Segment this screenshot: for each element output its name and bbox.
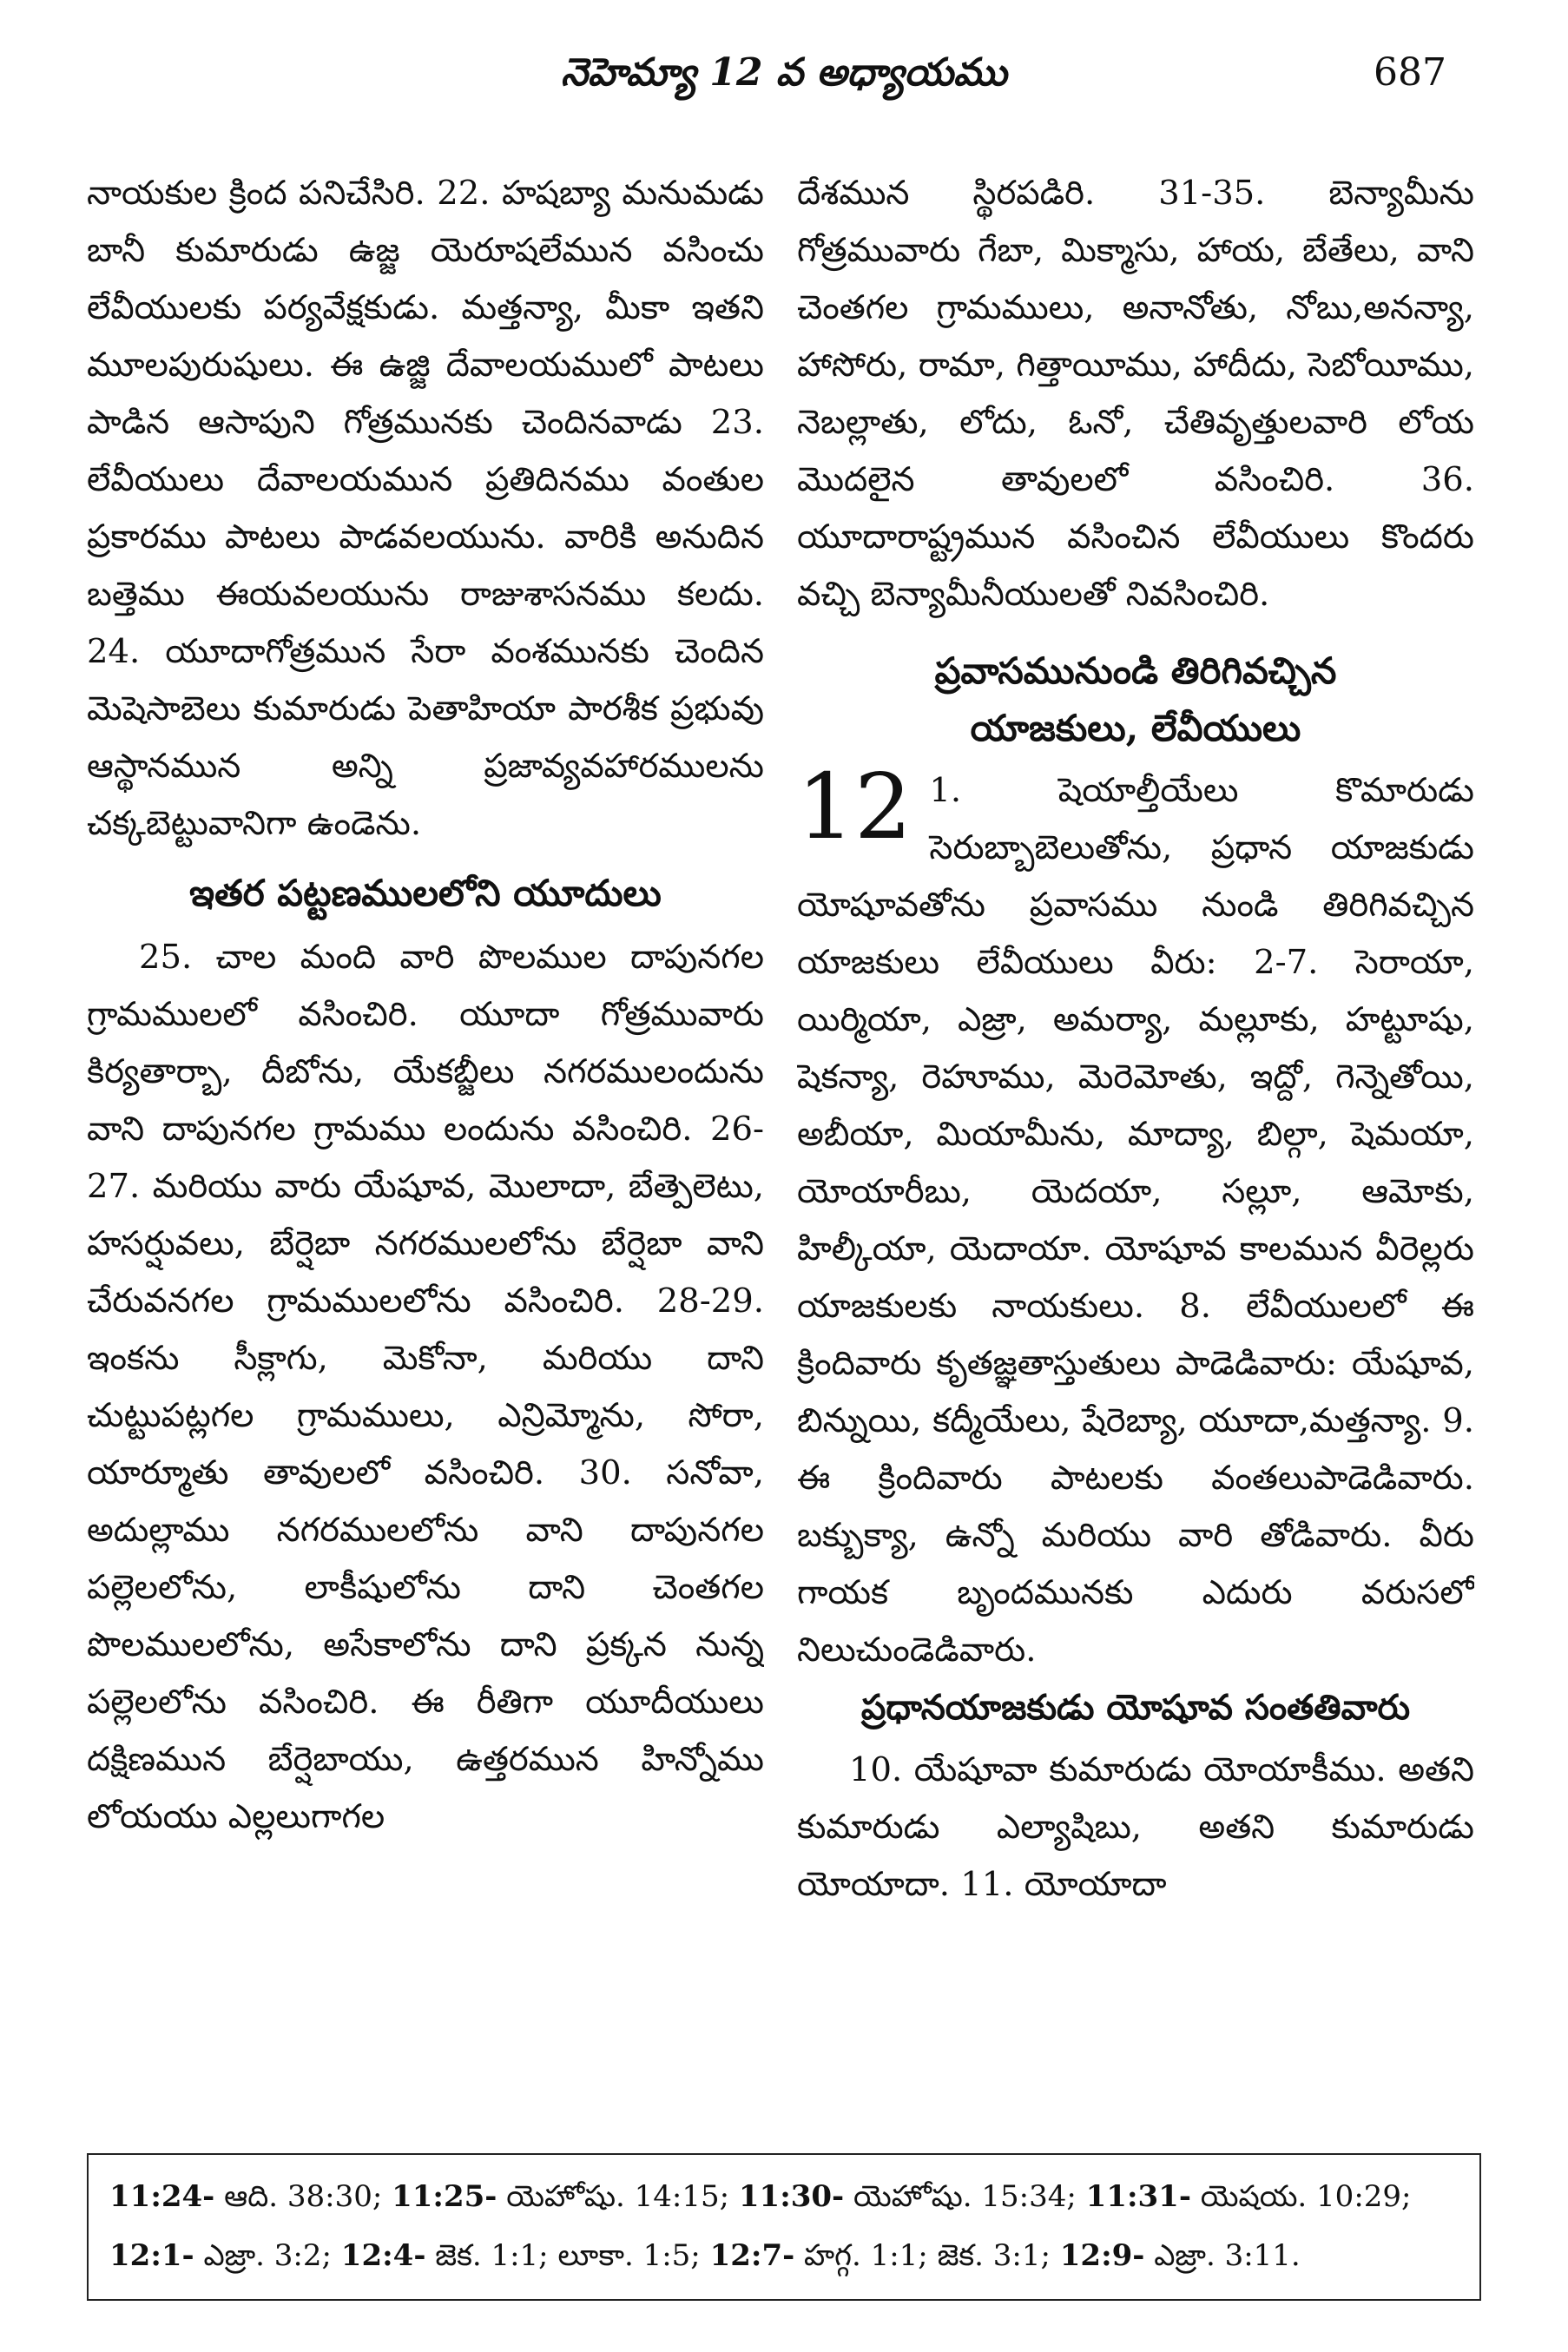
- footnote-row-1: [109, 2167, 1459, 2226]
- left-paragraph-1: నాయకుల క్రింద పనిచేసిరి. 22. హషబ్యా మనుమడు బానీ కుమారుడు ఉజ్జ యెరూషలేమున వసించు లేవీయులకు పర్యవేక్షకుడు. మత్తన్యా, మీకా ఇతని మూలపురుషులు. ఈ ఉజ్జి దేవాలయములో పాటలు పాడిన ఆసాపుని గోత్రమునకు చెందినవాడు 23. లేవీయులు దేవాలయమున ప్రతిదినము వంతుల ప్రకారము పాటలు పాడవలయును. వారికి అనుదిన బత్తెము ఈయవలయును రాజుశాసనము కలదు. 24. యూదాగోత్రమున సేరా వంశమునకు చెందిన మెషెసాబెలు కుమారుడు పెతాహియా పారశీక ప్రభువు ఆస్థానమున అన్ని ప్రజావ్యవహారములను చక్కబెట్టువానిగా ఉండెను.: [87, 174, 764, 843]
- left-column: [87, 165, 764, 2092]
- footnote-text: ఆది. 38:30;: [214, 2179, 392, 2214]
- footnote-ref: 11:25-: [392, 2179, 497, 2214]
- footnote-row-2: [109, 2226, 1459, 2285]
- chapter-number: 12: [797, 754, 912, 860]
- section-heading-other-towns: ఇతర పట్టణములలోని యూదులు: [189, 872, 662, 914]
- footnote-text: జెక. 1:1; లూకా. 1:5;: [425, 2238, 710, 2273]
- right-paragraph-1: దేశమున స్థిరపడిరి. 31-35. బెన్యామీను గోత్రమువారు గేబా, మిక్మాసు, హాయ, బేతేలు, వాని చెంతగల గ్రామములు, అనానోతు, నోబు,అనన్యా, హాసోరు, రామా, గిత్తాయీము, హాదీదు, సెబోయీము, నెబల్లాతు, లోదు, ఓనో, చేతివృత్తులవారి లోయ మొదలైన తావులలో వసించిరి. 36. యూదారాష్ట్రమున వసించిన లేవీయులు కొందరు వచ్చి బెన్యామీనీయులతో నివసించిరి.: [797, 174, 1474, 614]
- footnote-ref: 12:1-: [109, 2238, 194, 2273]
- footnote-text: యెహోషు. 15:34;: [844, 2179, 1086, 2214]
- footnote-ref: 12:7-: [709, 2238, 795, 2273]
- footnote-ref: 11:31-: [1085, 2179, 1191, 2214]
- right-column: [797, 165, 1474, 2092]
- page-number: 687: [1374, 50, 1446, 95]
- footnote-text: యెహోషు. 14:15;: [497, 2179, 739, 2214]
- footnote-text: హగ్గ. 1:1; జెక. 3:1;: [794, 2238, 1060, 2273]
- footnote-text: ఎజ్రా. 3:11.: [1144, 2238, 1301, 2273]
- footnote-text: యెషయ. 10:29;: [1190, 2179, 1412, 2214]
- page-header: [0, 43, 1568, 104]
- cross-reference-footnotes: [87, 2153, 1481, 2301]
- section-heading-high-priest-line: ప్రధానయాజకుడు యోషూవ సంతతివారు: [860, 1687, 1411, 1728]
- running-title: నెహెమ్యా 12 వ అధ్యాయము: [561, 50, 1007, 95]
- right-paragraph-2: 1. షెయాల్తీయేలు కొమారుడు సెరుబ్బాబెలుతోను, ప్రధాన యాజకుడు యోషూవతోను ప్రవాసము నుండి తిరిగివచ్చిన యాజకులు లేవీయులు వీరు: 2-7. సెరాయా, యిర్మియా, ఎజ్రా, అమర్యా, మల్లూకు, హట్టూషు, షెకన్యా, రెహూము, మెరెమోతు, ఇద్దో, గెన్నెతోయి, అబీయా, మియామీను, మాద్యా, బిల్గా, షెమయా, యోయారీబు, యెదయా, సల్లూ, ఆమోకు, హిల్కీయా, యెదాయా. యోషూవ కాలమున వీరెల్లరు యాజకులకు నాయకులు. 8. లేవీయులలో ఈ క్రిందివారు కృతజ్ఞతాస్తుతులు పాడెడివారు: యేషూవ, బిన్నుయి, కద్మీయేలు, షేరెబ్యా, యూదా,మత్తన్యా. 9. ఈ క్రిందివారు పాటలకు వంతలుపాడెడివారు. బక్బుక్యా, ఉన్నో మరియు వారి తోడివారు. వీరు గాయక బృందమునకు ఎదురు వరుసలో నిలుచుండెడివారు.: [797, 771, 1474, 1670]
- section-heading-returned-priests-line1: ప్రవాసమునుండి తిరిగివచ్చిన: [934, 649, 1337, 692]
- footnote-ref: 11:24-: [109, 2179, 215, 2214]
- footnote-ref: 12:4-: [340, 2238, 426, 2273]
- footnote-ref: 12:9-: [1059, 2238, 1145, 2273]
- left-paragraph-2: 25. చాల మంది వారి పొలముల దాపునగల గ్రామములలో వసించిరి. యూదా గోత్రమువారు కిర్యతార్బా, దీబోను, యేకబ్జీలు నగరములందును వాని దాపునగల గ్రామము లందును వసించిరి. 26-27. మరియు వారు యేషూవ, మొలాదా, బేత్పెలెటు, హసర్షువలు, బేర్షెబా నగరములలోను బేర్షెబా వాని చేరువనగల గ్రామములలోను వసించిరి. 28-29. ఇంకను సీక్లాగు, మెకోనా, మరియు దాని చుట్టుపట్లగల గ్రామములు, ఎన్రిమ్మోను, సోరా, యార్మూతు తావులలో వసించిరి. 30. సనోవా, అదుల్లాము నగరములలోను వాని దాపునగల పల్లెలలోను, లాకీషులోను దాని చెంతగల పొలములలోను, అసేకాలోను దాని ప్రక్కన నున్న పల్లెలలోను వసించిరి. ఈ రీతిగా యూదీయులు దక్షిణమున బేర్షెబాయు, ఉత్తరమున హిన్నోము లోయయు ఎల్లలుగాగల: [87, 938, 764, 1836]
- right-paragraph-3: 10. యేషూవా కుమారుడు యోయాకీము. అతని కుమారుడు ఎల్యాషిబు, అతని కుమారుడు యోయాదా. 11. యోయాదా: [797, 1750, 1474, 1904]
- footnote-ref: 11:30-: [738, 2179, 845, 2214]
- section-heading-returned-priests-line2: యాజకులు, లేవీయులు: [970, 707, 1301, 749]
- footnote-text: ఎజ్రా. 3:2;: [194, 2238, 341, 2273]
